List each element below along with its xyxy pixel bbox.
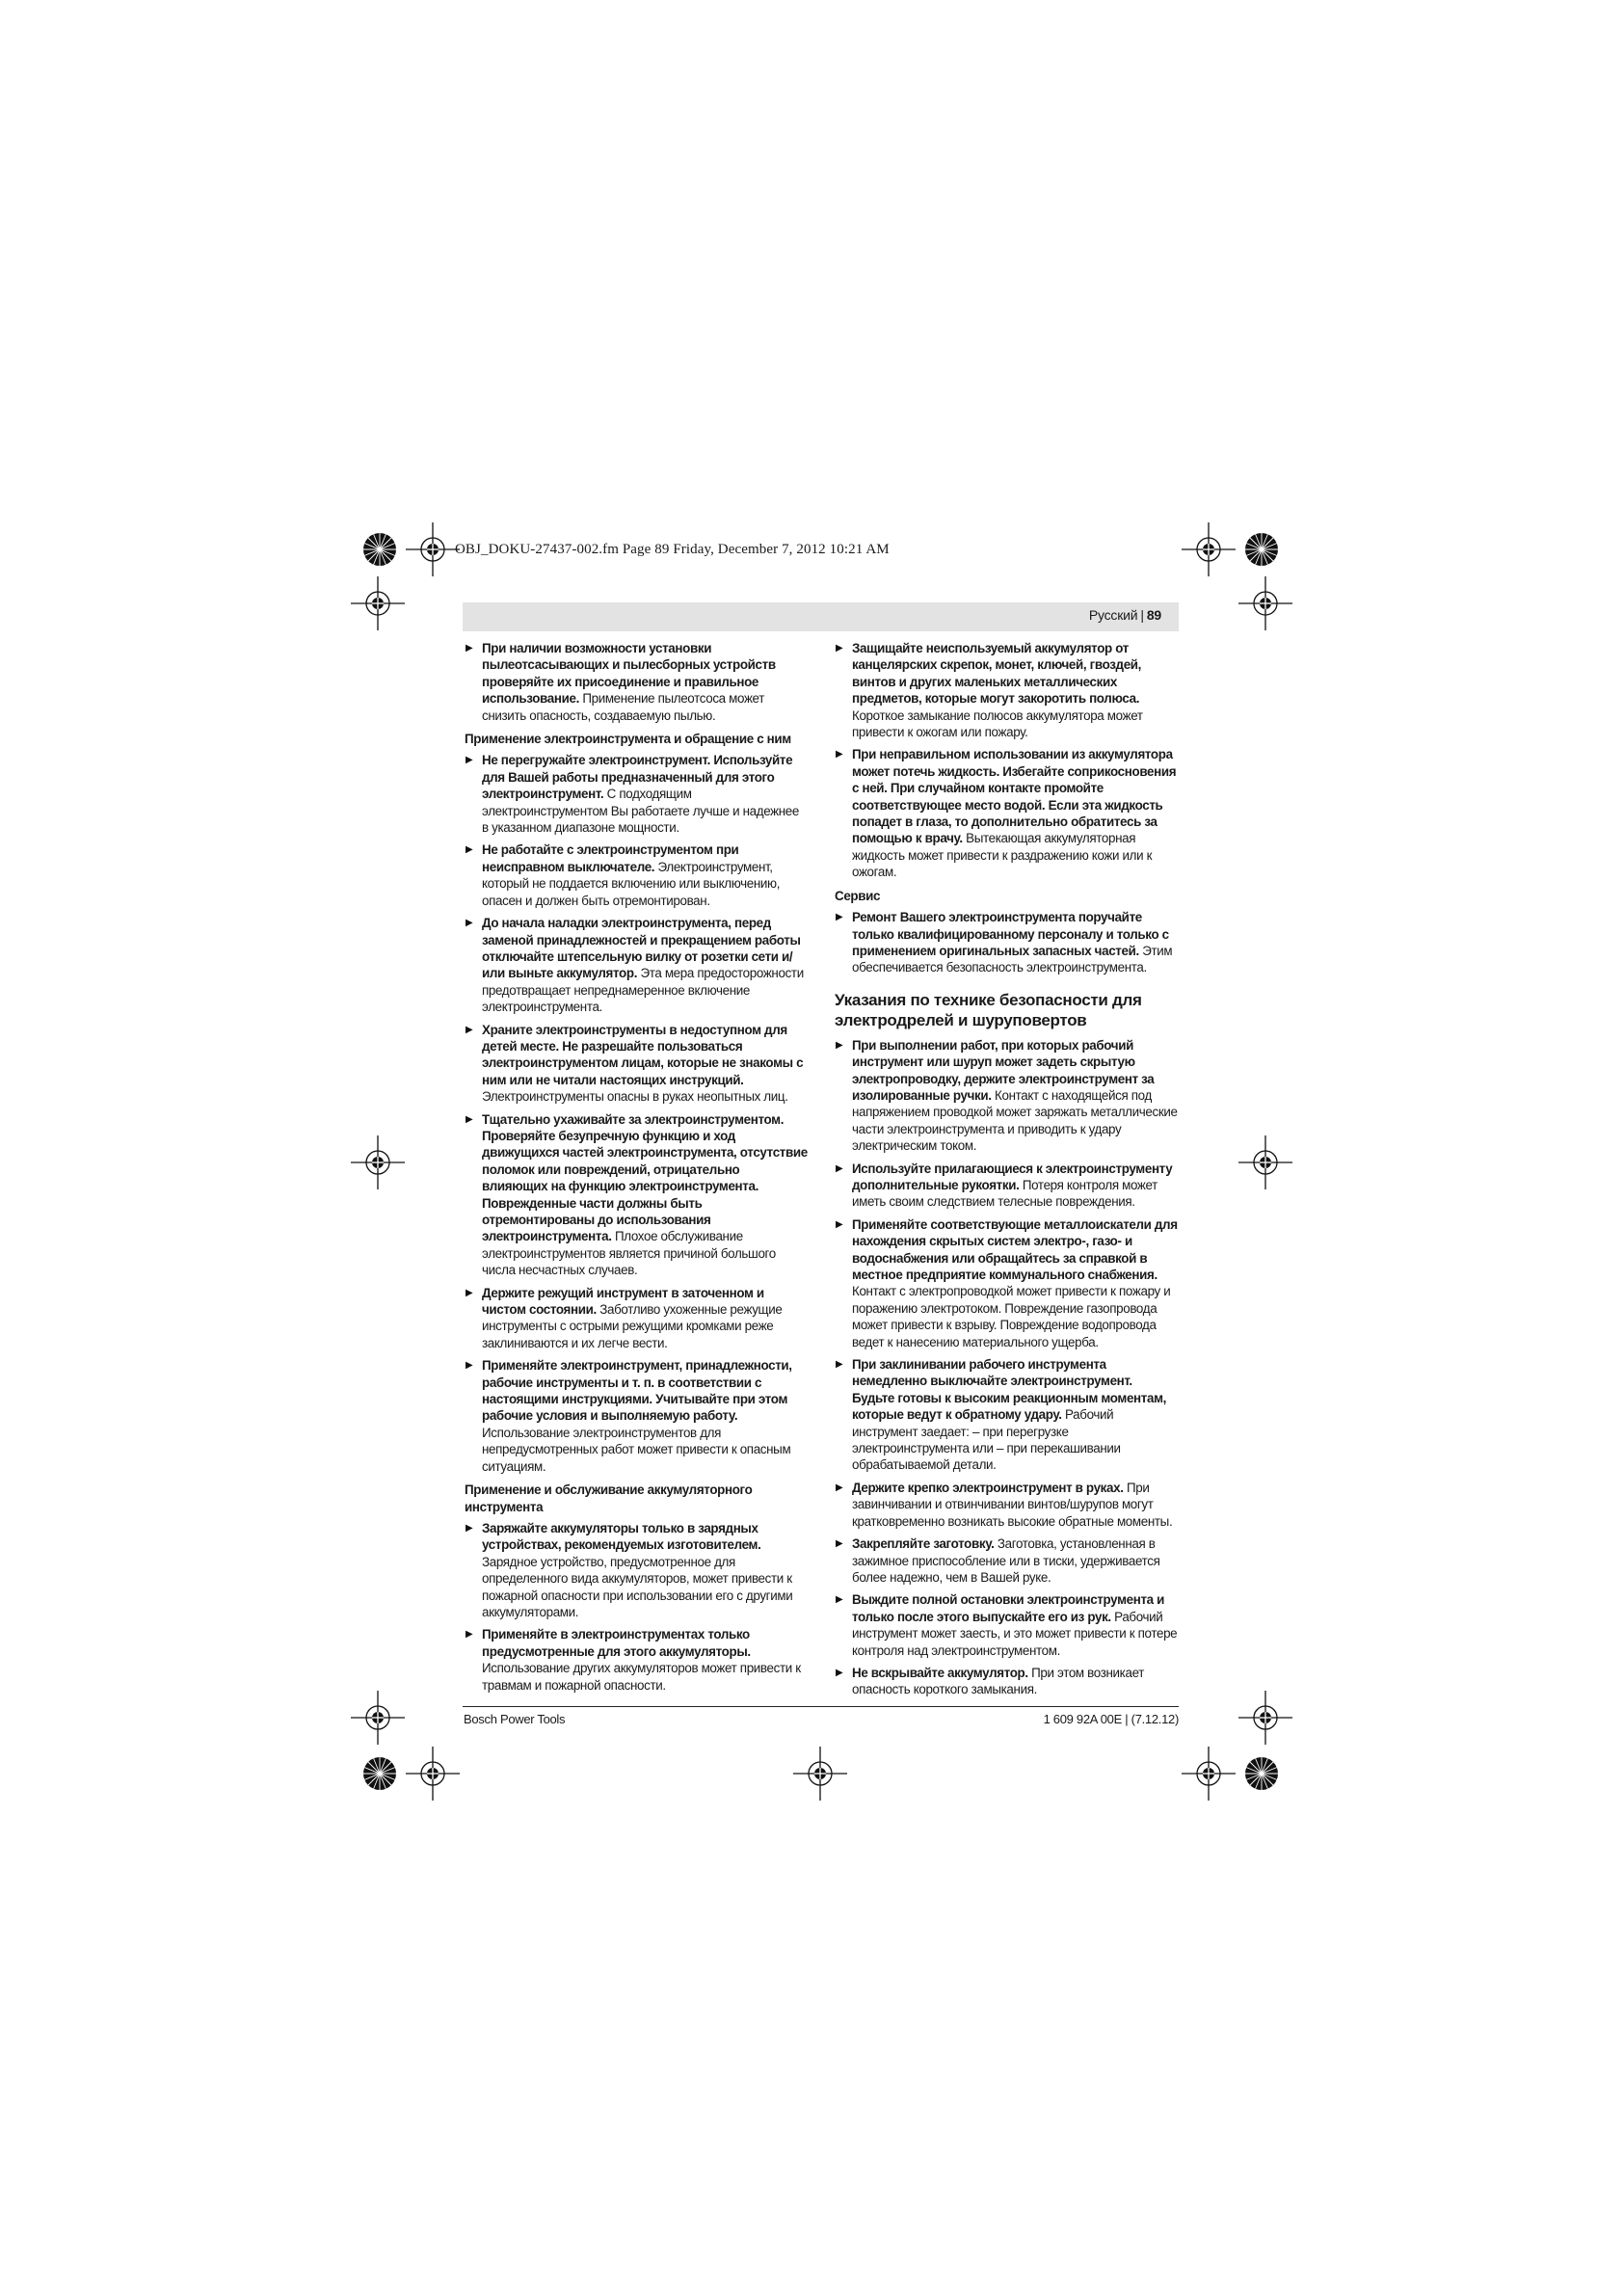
item-bold: Держите крепко электроинструмент в руках. [852, 1480, 1124, 1495]
item-text: Вытекающая аккумуляторная жидкость может привести к раздражению кожи или к ожогам. [852, 831, 1153, 880]
item-bold: Закрепляйте заготовку. [852, 1536, 995, 1552]
file-slug: OBJ_DOKU-27437-002.fm Page 89 Friday, December 7, 2012 10:21 AM [455, 542, 890, 557]
item-text: Зарядное устройство, предусмотренное для определенного вида аккумуляторов, может привести к пожарной опасности при использовании его с другими аккумуляторами. [482, 1554, 793, 1619]
registration-cross-mark-right-upper [1238, 576, 1292, 630]
registration-cross-mark-left-lower [351, 1691, 405, 1745]
item-text: Использование электроинструментов для непредусмотренных работ может привести к опасным ситуациям. [482, 1425, 791, 1474]
item-bold: Держите режущий инструмент в заточенном и чистом состоянии. [482, 1285, 764, 1318]
list-item [465, 752, 808, 836]
section-title: Применение и обслуживание аккумуляторного инструмента [465, 1482, 753, 1514]
item-text: Заготовка, установленная в зажимное приспособление или в тиски, удерживается более надежно, чем в Вашей руке. [852, 1536, 1160, 1585]
page-header [463, 602, 1179, 631]
item-bold: Используйте прилагающиеся к электроинструменту дополнительные рукоятки. [852, 1161, 1173, 1192]
list-item [835, 1161, 1178, 1211]
item-text: Рабочий инструмент заедает: – при перегрузке электроинструмента или – при перекашивании обрабатываемой детали. [852, 1407, 1121, 1473]
registration-star-mark-bottom-left [363, 1757, 396, 1790]
item-bold: Применяйте соответствующие металлоискатели для нахождения скрытых систем электро-, газо- и водоснабжения или обращайтесь за справкой в местное предприятие коммунального снабжения. [852, 1216, 1178, 1282]
registration-star-mark-top-left [363, 533, 396, 566]
item-text: Заботливо ухоженные режущие инструменты с острыми режущими кромками реже заклиниваются и их легче вести. [482, 1302, 783, 1350]
item-text: Короткое замыкание полюсов аккумулятора может привести к ожогам или пожару. [852, 707, 1143, 740]
list-item [835, 640, 1178, 740]
item-bold: До начала наладки электроинструмента, перед заменой принадлежностей и прекращением работы отключайте штепсельную вилку от розетки сети и/или выньте аккумулятор. [482, 916, 801, 981]
left-column [465, 640, 808, 1699]
list-item [465, 1022, 808, 1106]
registration-cross-mark-left-middle [351, 1135, 405, 1189]
list-item [835, 1037, 1178, 1155]
item-bold: При выполнении работ, при которых рабочий инструмент или шуруп может задеть скрытую электропроводку, держите электроинструмент за изолированные ручки. [852, 1037, 1155, 1103]
item-text: Этим обеспечивается безопасность электроинструмента. [852, 943, 1173, 975]
item-bold: Не работайте с электроинструментом при неисправном выключателе. [482, 842, 739, 874]
item-text: Электроинструменты опасны в руках неопытных лиц. [482, 1089, 788, 1105]
right-column [835, 640, 1178, 1704]
item-text: С подходящим электроинструментом Вы работаете лучше и надежнее в указанном диапазоне мощности. [482, 787, 800, 836]
registration-cross-mark-bottom-right [1182, 1747, 1236, 1801]
page-number: 89 [1146, 607, 1161, 623]
registration-cross-mark-top-left [406, 522, 460, 576]
list-item [835, 1535, 1178, 1586]
item-bold: Не вскрывайте аккумулятор. [852, 1665, 1028, 1680]
page-header-label [1089, 607, 1161, 623]
list-item [465, 1520, 808, 1620]
section-title: Применение электроинструмента и обращение с ним [465, 732, 791, 747]
list-item [465, 1626, 808, 1694]
registration-cross-mark-bottom-left [406, 1747, 460, 1801]
item-bold: Применяйте электроинструмент, принадлежности, рабочие инструменты и т. п. в соответствии с настоящими инструкциями. Учитывайте при этом рабочие условия и выполняемую работу. [482, 1358, 792, 1424]
registration-cross-mark-left-upper [351, 576, 405, 630]
item-bold: Тщательно ухаживайте за электроинструментом. Проверяйте безупречную функцию и ход движущихся частей электроинструмента, отсутствие поломок или повреждений, отрицательно влияющих на функцию электроинструмента. Поврежденные части должны быть отремонтированы до использования электроинструмента. [482, 1111, 808, 1244]
item-text: Использование других аккумуляторов может привести к травмам и пожарной опасности. [482, 1661, 801, 1693]
item-bold: Не перегружайте электроинструмент. Используйте для Вашей работы предназначенный для этого электроинструмент. [482, 753, 793, 802]
item-bold: При наличии возможности установки пылеотсасывающих и пылесборных устройств проверяйте их присоединение и правильное использование. [482, 641, 776, 707]
item-bold: Защищайте неиспользуемый аккумулятор от канцелярских скрепок, монет, ключей, гвоздей, винтов и других маленьких металлических предметов, которые могут закоротить полюса. [852, 641, 1142, 707]
registration-cross-mark-right-lower [1238, 1691, 1292, 1745]
item-text: При завинчивании и отвинчивании винтов/шурупов могут кратковременно возникать высокие обратные моменты. [852, 1480, 1173, 1529]
registration-cross-mark-bottom-center [793, 1747, 847, 1801]
section-title-service: Сервис [835, 888, 881, 903]
list-item [465, 1357, 808, 1475]
footer-brand: Bosch Power Tools [464, 1712, 566, 1726]
item-text: Применение пылеотсоса может снизить опасность, создаваемую пылью. [482, 691, 764, 723]
item-bold: Выждите полной остановки электроинструмента и только после этого выпускайте его из рук. [852, 1592, 1165, 1624]
item-text: Рабочий инструмент может заесть, и это может привести к потере контроля над электроинструментом. [852, 1609, 1178, 1658]
list-item [835, 746, 1178, 880]
registration-star-mark-top-right [1245, 533, 1278, 566]
list-item [835, 1480, 1178, 1530]
item-text: Электроинструмент, который не поддается включению или выключению, опасен и должен быть отремонтирован. [482, 859, 781, 908]
section-heading: Указания по технике безопасности для электродрелей и шуруповертов [835, 990, 1142, 1029]
item-bold: Применяйте в электроинструментах только предусмотренные для этого аккумуляторы. [482, 1627, 751, 1659]
item-text: Потеря контроля может иметь своим следствием телесные повреждения. [852, 1177, 1157, 1210]
list-item [465, 640, 808, 724]
list-item [465, 841, 808, 909]
registration-star-mark-bottom-right [1245, 1757, 1278, 1790]
item-text: Контакт с находящейся под напряжением проводкой может заряжать металлические части электроинструмента и приводить к удару электрическим током. [852, 1087, 1178, 1154]
list-item [465, 1111, 808, 1279]
list-item [465, 915, 808, 1015]
registration-cross-mark-right-middle [1238, 1135, 1292, 1189]
footer-doc-code: 1 609 92A 00E | (7.12.12) [1043, 1712, 1179, 1726]
item-text: Эта мера предосторожности предотвращает непреднамеренное включение электроинструмента. [482, 966, 804, 1015]
item-text: При этом возникает опасность короткого замыкания. [852, 1665, 1145, 1697]
list-item [835, 1356, 1178, 1474]
list-item [835, 1665, 1178, 1698]
list-item [835, 1216, 1178, 1350]
list-item [465, 1285, 808, 1352]
item-bold: Ремонт Вашего электроинструмента поручайте только квалифицированному персоналу и только с применением оригинальных запасных частей. [852, 910, 1169, 958]
list-item [835, 1591, 1178, 1659]
header-separator: | [1140, 607, 1144, 623]
item-bold: При неправильном использовании из аккумулятора может потечь жидкость. Избегайте соприкосновения с ней. При случайном контакте промойте соответствующее место водой. Если эта жидкость попадет в глаза, то дополнительно обратитесь за помощью к врачу. [852, 747, 1177, 846]
item-bold: Храните электроинструменты в недоступном для детей месте. Не разрешайте пользоваться электроинструментом лицам, которые не знакомы с ним или не читали настоящих инструкций. [482, 1022, 804, 1087]
item-bold: Заряжайте аккумуляторы только в зарядных устройствах, рекомендуемых изготовителем. [482, 1520, 761, 1553]
item-text: Плохое обслуживание электроинструментов является причиной большого числа несчастных случаев. [482, 1229, 776, 1278]
registration-cross-mark-top-right [1182, 522, 1236, 576]
list-item [835, 909, 1178, 976]
language-label: Русский [1088, 607, 1138, 623]
footer-rule [463, 1706, 1179, 1707]
item-bold: При заклинивании рабочего инструмента немедленно выключайте электроинструмент. Будьте готовы к высоким реакционным моментам, которые ведут к обратному удару. [852, 1357, 1167, 1423]
item-text: Контакт с электропроводкой может привести к пожару и поражению электротоком. Повреждение газопровода может привести к взрыву. Повреждение водопровода ведет к нанесению материального ущерба. [852, 1284, 1171, 1349]
